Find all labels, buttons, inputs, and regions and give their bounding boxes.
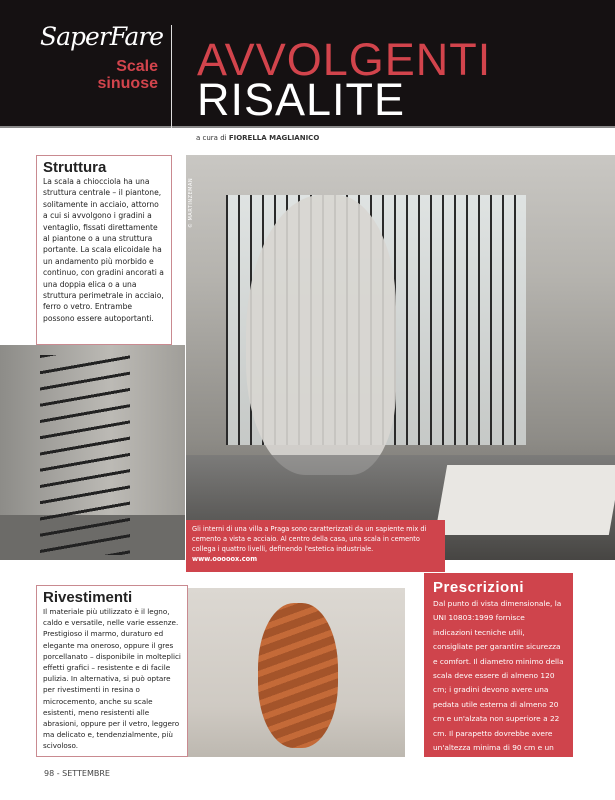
byline — [196, 134, 319, 142]
struttura-title: Struttura — [43, 159, 107, 176]
concrete-spiral-stair — [246, 195, 396, 475]
kicker-line-1: Scale — [116, 58, 158, 75]
spiral-stair — [40, 355, 130, 555]
metal-spiral-stair-photo — [0, 345, 185, 560]
photo-credit: © MARTINZEMAN — [188, 177, 195, 229]
rivestimenti-title: Rivestimenti — [43, 589, 133, 606]
rivestimenti-body: Il materiale più utilizzato è il legno, caldo e versatile, nelle varie essenze. Prestigioso il marmo, duraturo ed elegante ma oneroso, oppure il gres porcellanato – disponibile in molteplici effetti grafici – resistente e di facile pulizia. In alternativa, si può optare per rivestimenti in resina o microcemento, anche su scale esistenti, meno resistenti alle abrasioni, oppure per il vetro, leggero ma delicato e, tendenzialmente, più scivoloso. — [43, 607, 181, 751]
struttura-box — [36, 155, 172, 345]
photo-caption — [186, 520, 445, 572]
page-folio: 98 - SETTEMBRE — [44, 769, 110, 778]
rivestimenti-box — [36, 585, 188, 757]
prescrizioni-title: Prescrizioni — [433, 579, 525, 596]
caption-link[interactable]: www.ooooox.com — [192, 555, 258, 563]
header-divider — [171, 25, 172, 128]
byline-prefix: a cura di — [196, 134, 227, 142]
wooden-spiral — [258, 603, 338, 748]
kicker-line-2: sinuose — [97, 75, 158, 92]
main-photo-villa-staircase — [186, 155, 615, 560]
dining-table — [435, 465, 615, 535]
title-line-1: AVVOLGENTI — [197, 34, 492, 85]
page-header — [0, 0, 615, 128]
struttura-body: La scala a chiocciola ha una struttura centrale – il piantone, solitamente in acciaio, attorno a cui si avvolgono i gradini a ventaglio, fissati direttamente al piantone o a una struttura portante. La scala elicoidale ha un andamento più morbido e continuo, con gradini ancorati a una doppia elica o a una struttura perimetrale in acciaio, ferro o vetro. Entrambe possono essere autoportanti. — [43, 177, 164, 323]
prescrizioni-body: Dal punto di vista dimensionale, la UNI 10803:1999 fornisce indicazioni tecniche utili, consigliate per garantire sicurezza e comfort. Il diametro minimo della scala deve essere di almeno 120 cm; i gradini devono avere una pedata utile esterna di almeno 20 cm e un'alzata non superiore a 22 cm. Il parapetto dovrebbe avere un'altezza minima di 90 cm e un corrimano comodo da afferrare. — [433, 599, 564, 767]
section-kicker — [98, 58, 158, 92]
prescrizioni-box — [424, 573, 573, 767]
wooden-spiral-stair-photo — [188, 588, 405, 757]
caption-text: Gli interni di una villa a Praga sono caratterizzati da un sapiente mix di cemento a vista e acciaio. Al centro della casa, una scala in cemento collega i quattro livelli, definendo l'estetica industriale. — [192, 525, 427, 553]
title-line-2: RISALITE — [197, 74, 406, 125]
brand-logo: SaperFare — [40, 22, 164, 51]
byline-author: FIORELLA MAGLIANICO — [228, 134, 320, 142]
